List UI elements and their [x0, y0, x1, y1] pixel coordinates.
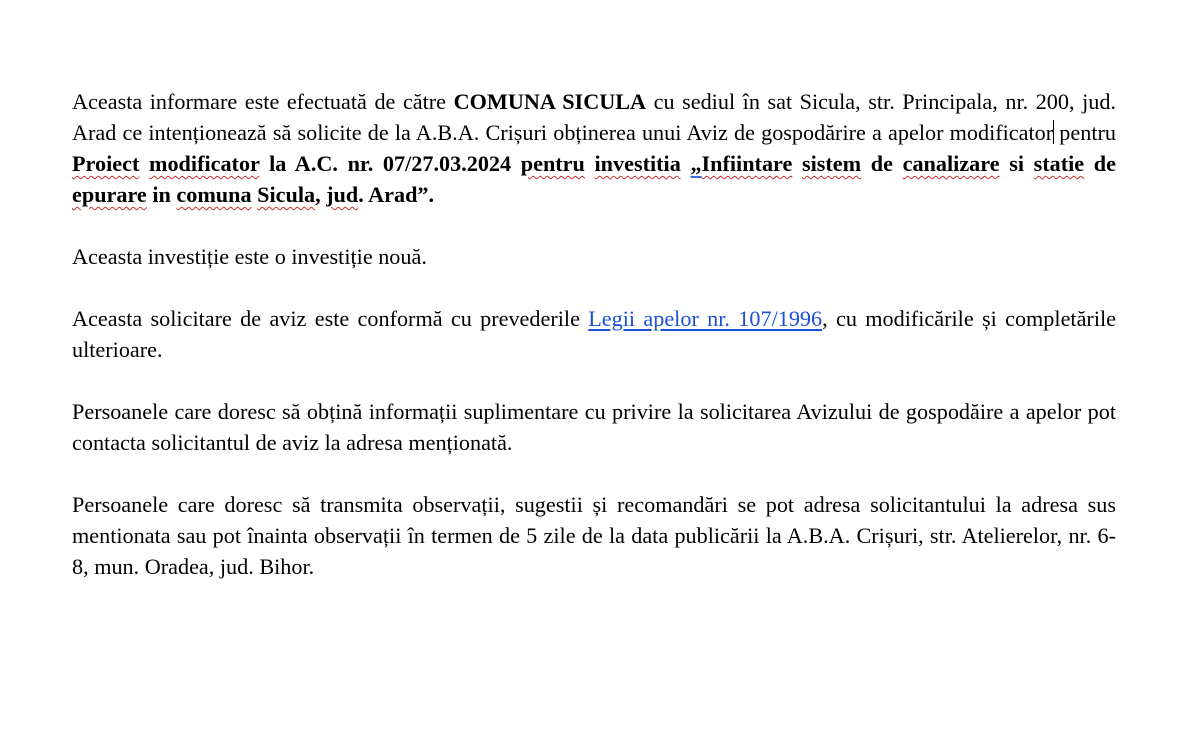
spell-word: comuna: [176, 182, 252, 207]
spell-word: pentru: [520, 151, 585, 176]
spell-word: epurare: [72, 182, 147, 207]
spell-word: statie: [1033, 151, 1085, 176]
text-space: [681, 151, 691, 176]
text-arad: . Arad”.: [358, 182, 435, 207]
text-ac-number: la A.C. nr. 07/27.03.2024: [259, 151, 521, 176]
spell-word: Infiintare: [701, 151, 793, 176]
document-page[interactable]: [72, 86, 1116, 613]
paragraph-announcement[interactable]: [72, 86, 1116, 210]
text-space: [139, 151, 149, 176]
text-space: [792, 151, 802, 176]
paragraph-conformity[interactable]: [72, 303, 1116, 365]
text-conformity: Aceasta solicitare de aviz este conformă cu prevederile: [72, 306, 589, 331]
spell-word: investitia: [594, 151, 681, 176]
org-name: COMUNA SICULA: [453, 89, 647, 114]
paragraph-contact[interactable]: Persoanele care doresc să obțină informații suplimentare cu privire la solicitarea Avizului de gospodăire a apelor pot contacta solicitantul de aviz la adresa menționată.: [72, 399, 1116, 455]
spell-word: jud: [326, 182, 359, 207]
text-space: [585, 151, 595, 176]
spell-word: modificator: [148, 151, 260, 176]
text-de: de: [861, 151, 903, 176]
text-address: cu sediul în sat Sicula, str. Principala, nr. 200, jud. Arad ce intenționează să solicite de la A.B.A. Crișuri obținerea unui Aviz de gospodărire a apelor modificator: [72, 89, 1116, 145]
project-title: [72, 151, 1116, 207]
paragraph-new-investment[interactable]: Aceasta investiție este o investiție nouă.: [72, 244, 427, 269]
text-de: de: [1084, 151, 1116, 176]
grammar-mark: „: [690, 151, 702, 176]
spell-word: Proiect: [72, 151, 140, 176]
text-comma: ,: [315, 182, 327, 207]
spell-word: canalizare: [902, 151, 1000, 176]
spell-word: sistem: [801, 151, 862, 176]
text-amendments: , cu modificările și completările ulterioare.: [72, 306, 1116, 362]
spell-word: Sicula: [257, 182, 316, 207]
paragraph-observations[interactable]: Persoanele care doresc să transmita observații, sugestii și recomandări se pot adresa solicitantului la adresa sus mentionata sau pot înainta observații în termen de 5 zile de la data publicării la A.B.A. Crișuri, str. Atelierelor, nr. 6-8, mun. Oradea, jud. Bihor.: [72, 492, 1116, 579]
law-link[interactable]: Legii apelor nr. 107/1996: [588, 306, 823, 331]
text-intro: Aceasta informare este efectuată de către: [72, 89, 454, 114]
text-in: in: [146, 182, 177, 207]
text-pentru: pentru: [1053, 120, 1116, 145]
text-si: si: [999, 151, 1034, 176]
